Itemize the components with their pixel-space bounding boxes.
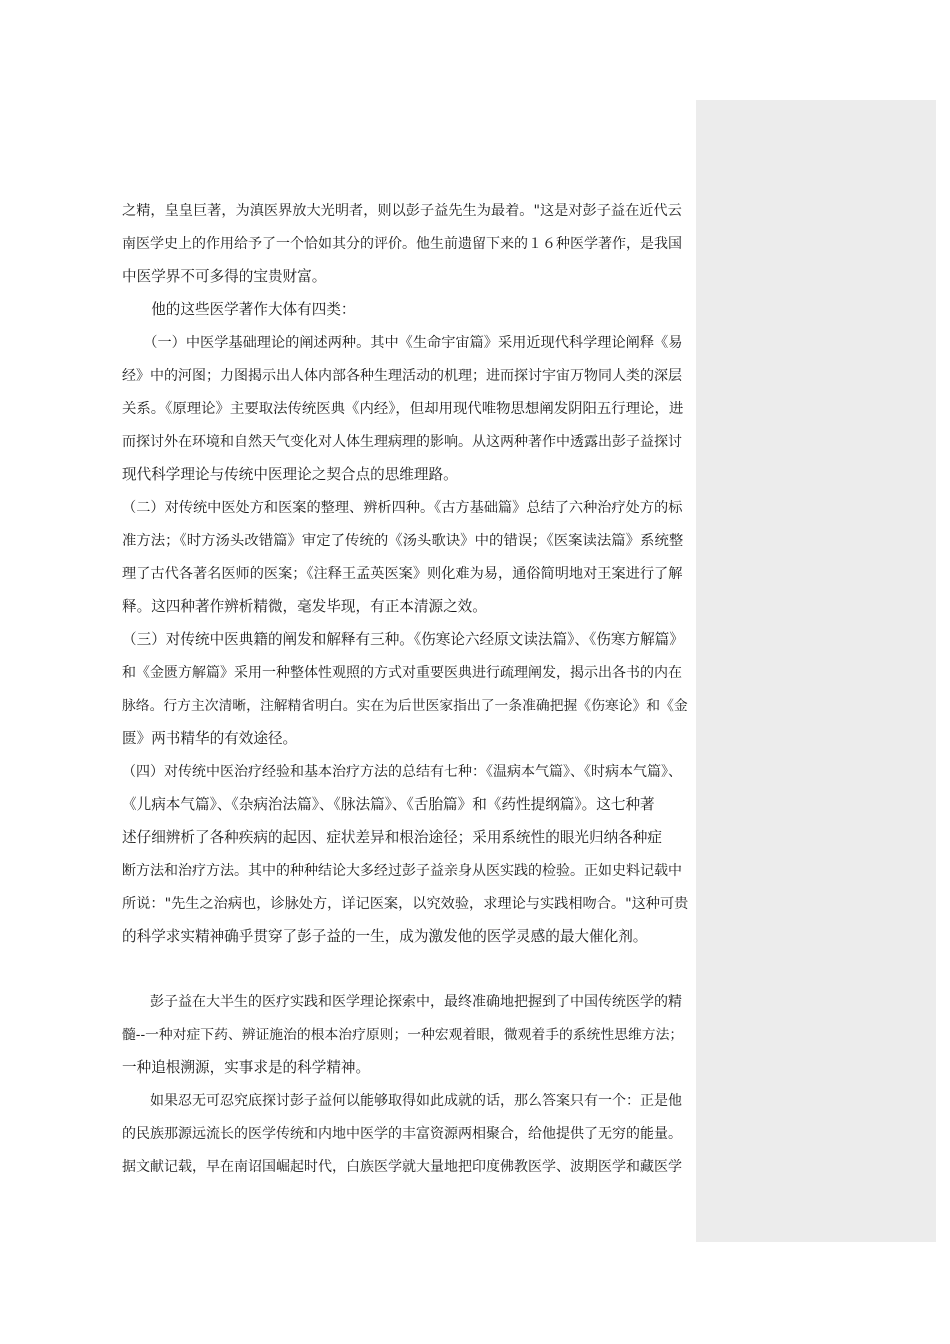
- text-line: 如果忍无可忍究底探讨彭子益何以能够取得如此成就的话，那么答案只有一个：正是他: [122, 1093, 682, 1109]
- text-line: 之精，皇皇巨著，为滇医界放大光明者，则以彭子益先生为最着。"这是对彭子益在近代云: [122, 203, 682, 219]
- text-line: 中医学界不可多得的宝贵财富。: [122, 268, 327, 285]
- text-line: （一）中医学基础理论的阐述两种。其中《生命宇宙篇》采用近现代科学理论阐释《易: [122, 335, 683, 351]
- text-line: 南医学史上的作用给予了一个恰如其分的评价。他生前遗留下来的１６种医学著作，是我国: [122, 236, 682, 252]
- text-line: （三）对传统中医典籍的阐发和解释有三种。《伤寒论六经原文读法篇》、《伤寒方解篇》: [122, 631, 684, 648]
- text-line: 所说："先生之治病也，诊脉处方，详记医案，以究效验，求理论与实践相吻合。"这种可贵: [122, 896, 689, 912]
- text-line: 匮》两书精华的有效途径。: [122, 730, 298, 747]
- text-line: 脉络。行方主次清晰，注解精省明白。实在为后世医家指出了一条准确把握《伤寒论》和《金: [122, 698, 688, 714]
- text-line: 和《金匮方解篇》采用一种整体性观照的方式对重要医典进行疏理阐发，揭示出各书的内在: [122, 665, 682, 681]
- text-line: 而探讨外在环境和自然天气变化对人体生理病理的影响。从这两种著作中透露出彭子益探讨: [122, 434, 682, 450]
- text-line: 髓--一种对症下药、辨证施治的根本治疗原则；一种宏观着眼，微观着手的系统性思维方法；: [122, 1027, 684, 1043]
- text-line: 准方法；《时方汤头改错篇》审定了传统的《汤头歌诀》中的错误；《医案读法篇》系统整: [122, 533, 684, 549]
- text-line: 《儿病本气篇》、《杂病治法篇》、《脉法篇》、《舌胎篇》和《药性提纲篇》。这七种著: [122, 796, 655, 813]
- text-line: 现代科学理论与传统中医理论之契合点的思维理路。: [122, 466, 458, 483]
- text-line: （四）对传统中医治疗经验和基本治疗方法的总结有七种：《温病本气篇》、《时病本气篇》、: [122, 764, 682, 780]
- text-line: 彭子益在大半生的医疗实践和医学理论探索中，最终准确地把握到了中国传统医学的精: [122, 994, 682, 1010]
- text-line: （二）对传统中医处方和医案的整理、辨析四种。《古方基础篇》总结了六种治疗处方的标: [122, 500, 683, 516]
- text-line: 他的这些医学著作大体有四类：: [122, 301, 356, 318]
- comment-margin-panel: [696, 100, 936, 1242]
- text-line: 断方法和治疗方法。其中的种种结论大多经过彭子益亲身从医实践的检验。正如史料记载中: [122, 863, 682, 879]
- text-line: 的科学求实精神确乎贯穿了彭子益的一生，成为激发他的医学灵感的最大催化剂。: [122, 928, 648, 945]
- text-line: 述仔细辨析了各种疾病的起因、症状差异和根治途径；采用系统性的眼光归纳各种症: [122, 829, 662, 846]
- text-line: 一种追根溯源，实事求是的科学精神。: [122, 1059, 371, 1076]
- text-line: 关系。《原理论》主要取法传统医典《内经》，但却用现代唯物思想阐发阴阳五行理论，进: [122, 401, 684, 417]
- text-line: 经》中的河图；力图揭示出人体内部各种生理活动的机理；进而探讨宇宙万物同人类的深层: [122, 368, 682, 384]
- text-line: 据文献记载，早在南诏国崛起时代，白族医学就大量地把印度佛教医学、波期医学和藏医学: [122, 1159, 682, 1175]
- text-line: 释。这四种著作辨析精微，毫发毕现，有正本清源之效。: [122, 598, 487, 615]
- text-line: 理了古代各著名医师的医案；《注释王孟英医案》则化难为易，通俗简明地对王案进行了解: [122, 566, 683, 582]
- text-line: 的民族那源远流长的医学传统和内地中医学的丰富资源两相聚合，给他提供了无穷的能量。: [122, 1126, 682, 1142]
